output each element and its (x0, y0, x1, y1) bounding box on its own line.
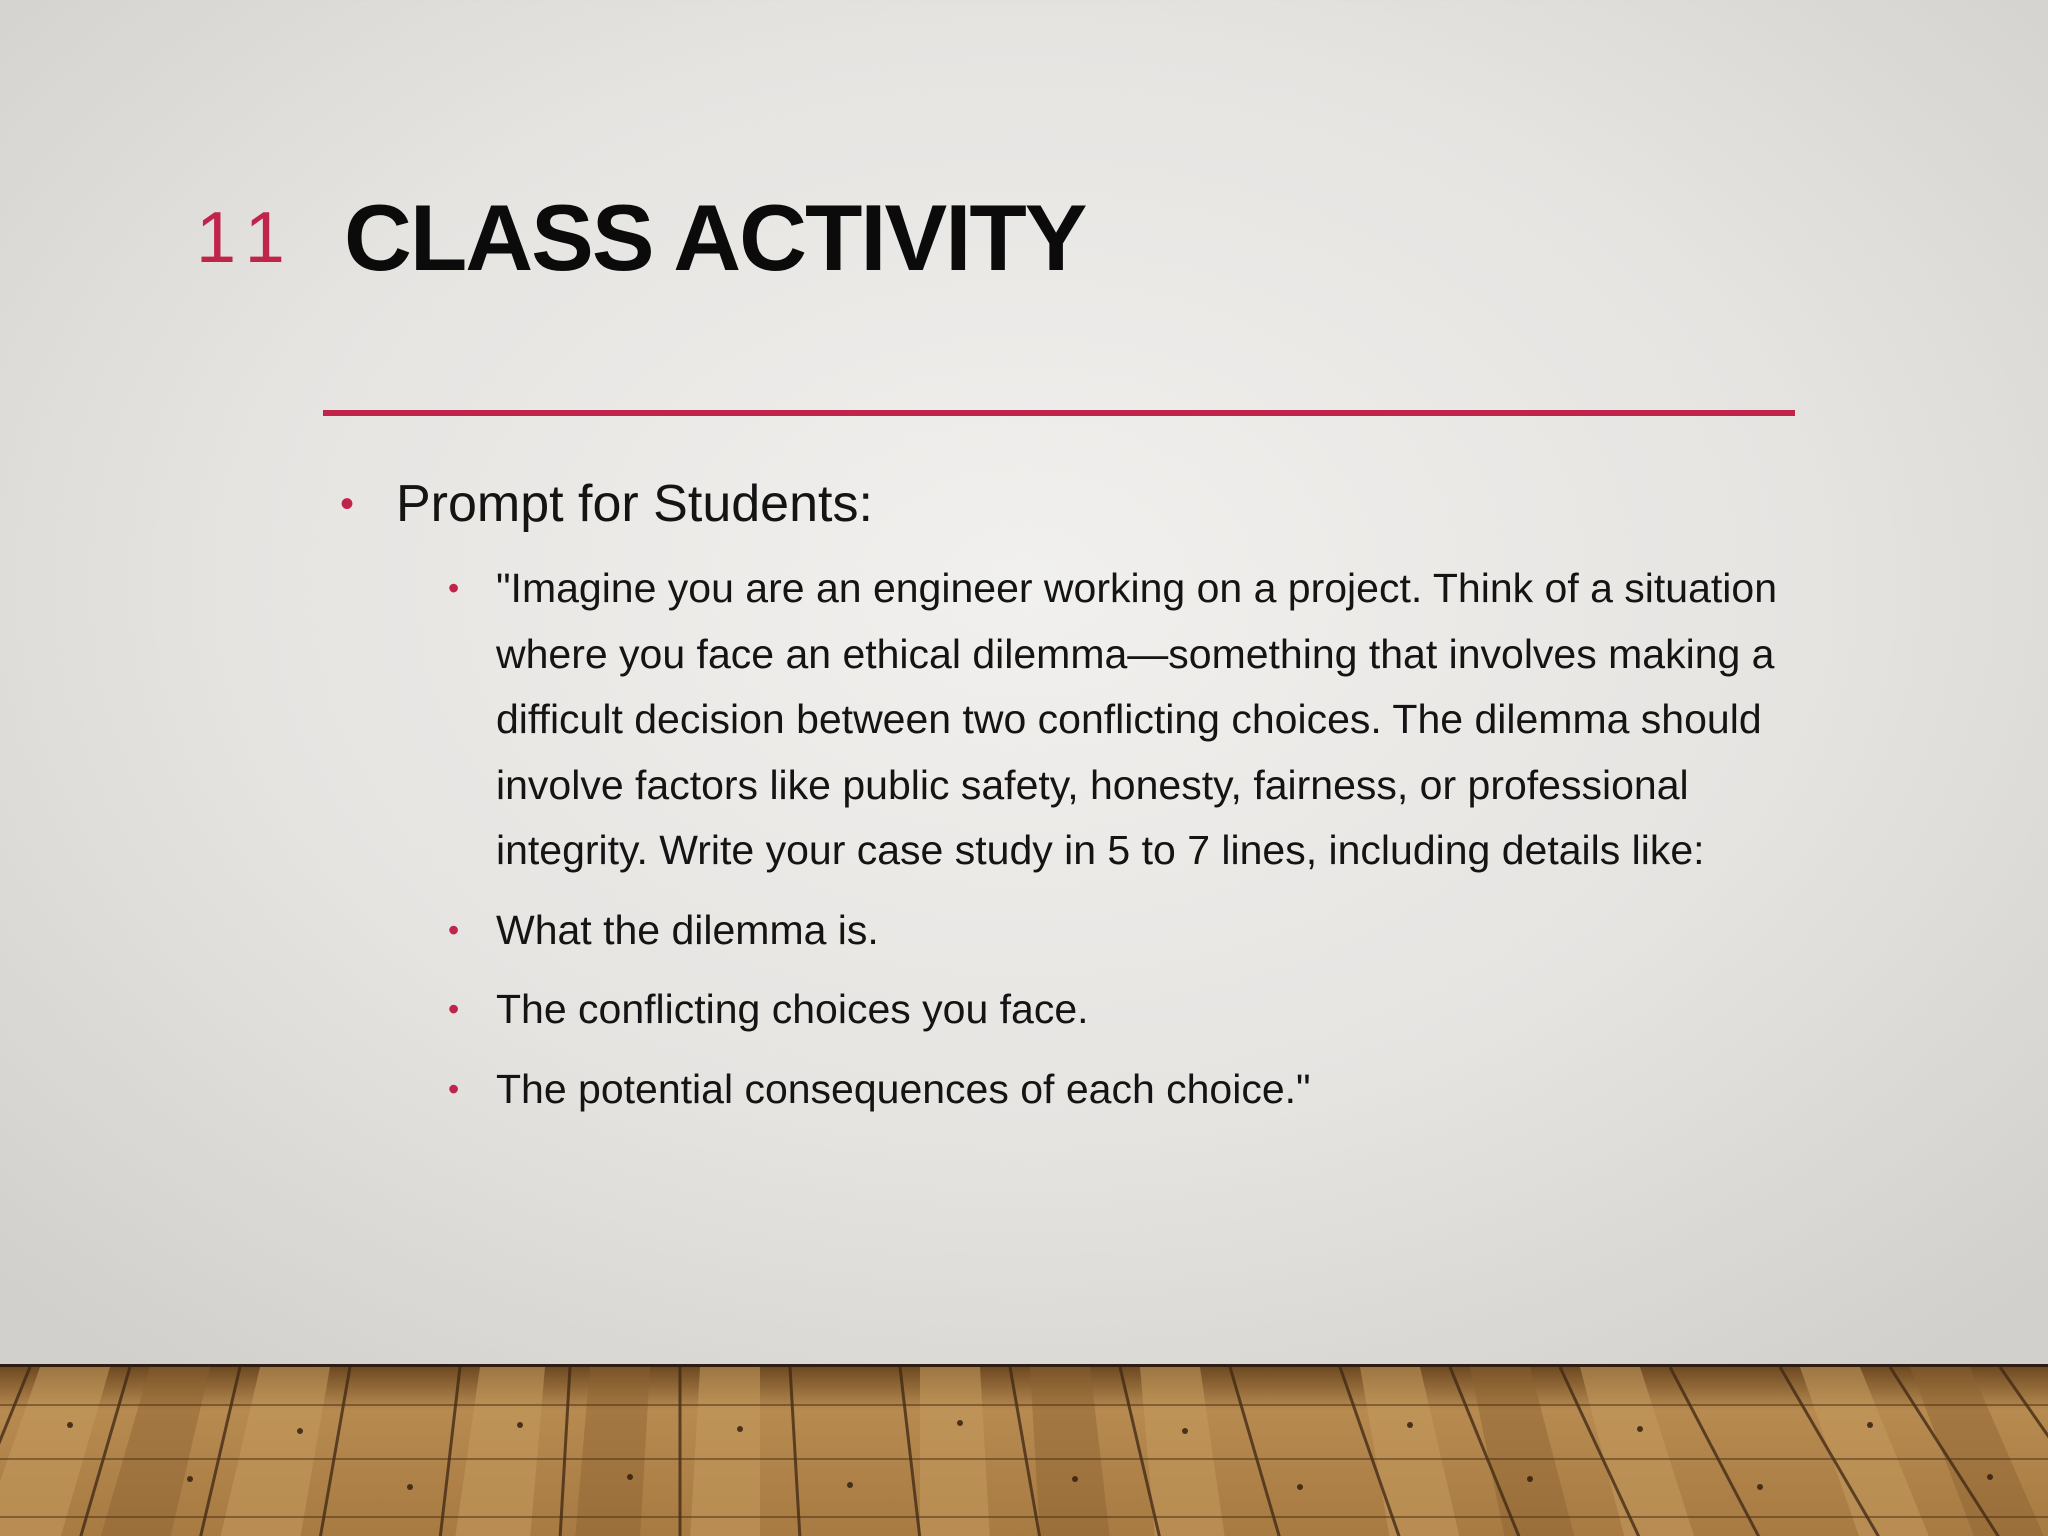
slide-number: 11 (196, 198, 299, 278)
bullet-dot-icon: • (340, 482, 355, 526)
bullet-dot-icon: • (448, 1070, 460, 1107)
bullet-text: What the dilemma is. (496, 906, 879, 953)
bullet-dot-icon: • (448, 911, 460, 948)
bullet-dilemma (442, 898, 1780, 964)
bullet-dot-icon: • (448, 570, 460, 606)
wood-planks-graphic (0, 1367, 2048, 1536)
bullet-prompt-heading (340, 468, 1780, 540)
bullet-text: "Imagine you are an engineer working on a project. Think of a situation where you face an ethical dilemma—something that involves making a difficult decision between two conflicting choices. The dilemma should involve factors like public safety, honesty, fairness, or professional integrity. Write your case study in 5 to 7 lines, including details like: (496, 565, 1778, 873)
bullet-text: Prompt for Students: (396, 475, 873, 533)
bullet-conflicting-choices (442, 977, 1780, 1043)
bullet-text: The conflicting choices you face. (496, 986, 1089, 1032)
title-divider (323, 410, 1795, 416)
bullet-dot-icon: • (448, 991, 460, 1027)
bullet-consequences (442, 1057, 1780, 1123)
slide-title: CLASS ACTIVITY (344, 185, 1086, 290)
slide-content (340, 468, 1780, 1136)
bullet-text: The potential consequences of each choice." (496, 1065, 1311, 1112)
wooden-floor-image (0, 1364, 2048, 1536)
bullet-prompt-body (442, 556, 1780, 884)
